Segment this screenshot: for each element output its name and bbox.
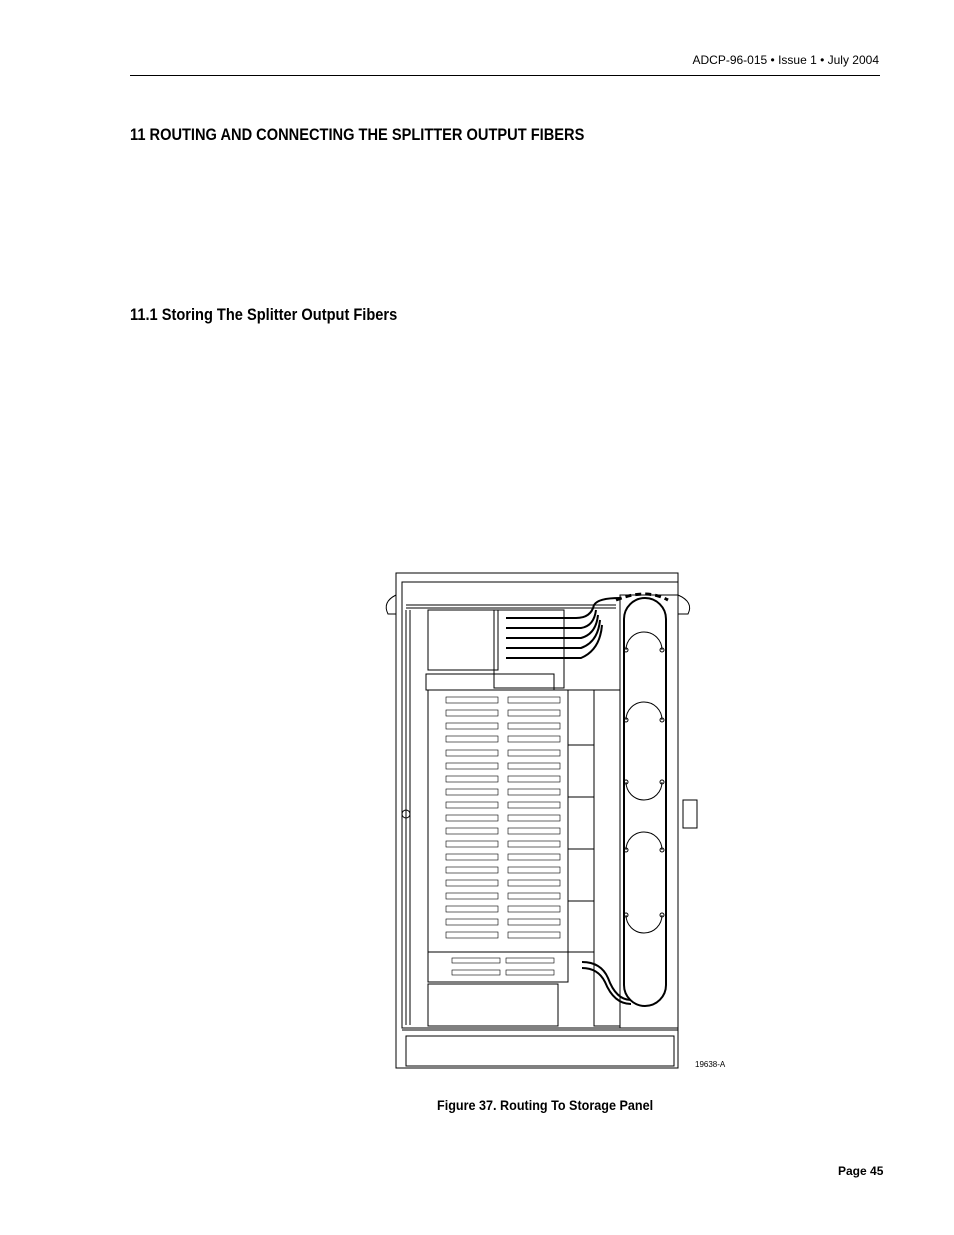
section-heading: 11 ROUTING AND CONNECTING THE SPLITTER OUTPUT FIBERS bbox=[130, 125, 585, 144]
header-rule bbox=[130, 75, 880, 76]
subsection-heading: 11.1 Storing The Splitter Output Fibers bbox=[130, 305, 398, 324]
cabinet-figure bbox=[376, 570, 710, 1070]
figure-caption: Figure 37. Routing To Storage Panel bbox=[437, 1097, 654, 1113]
document-reference: ADCP-96-015 • Issue 1 • July 2004 bbox=[692, 53, 879, 67]
page-number: Page 45 bbox=[838, 1164, 884, 1178]
figure-id: 19638-A bbox=[695, 1060, 726, 1069]
